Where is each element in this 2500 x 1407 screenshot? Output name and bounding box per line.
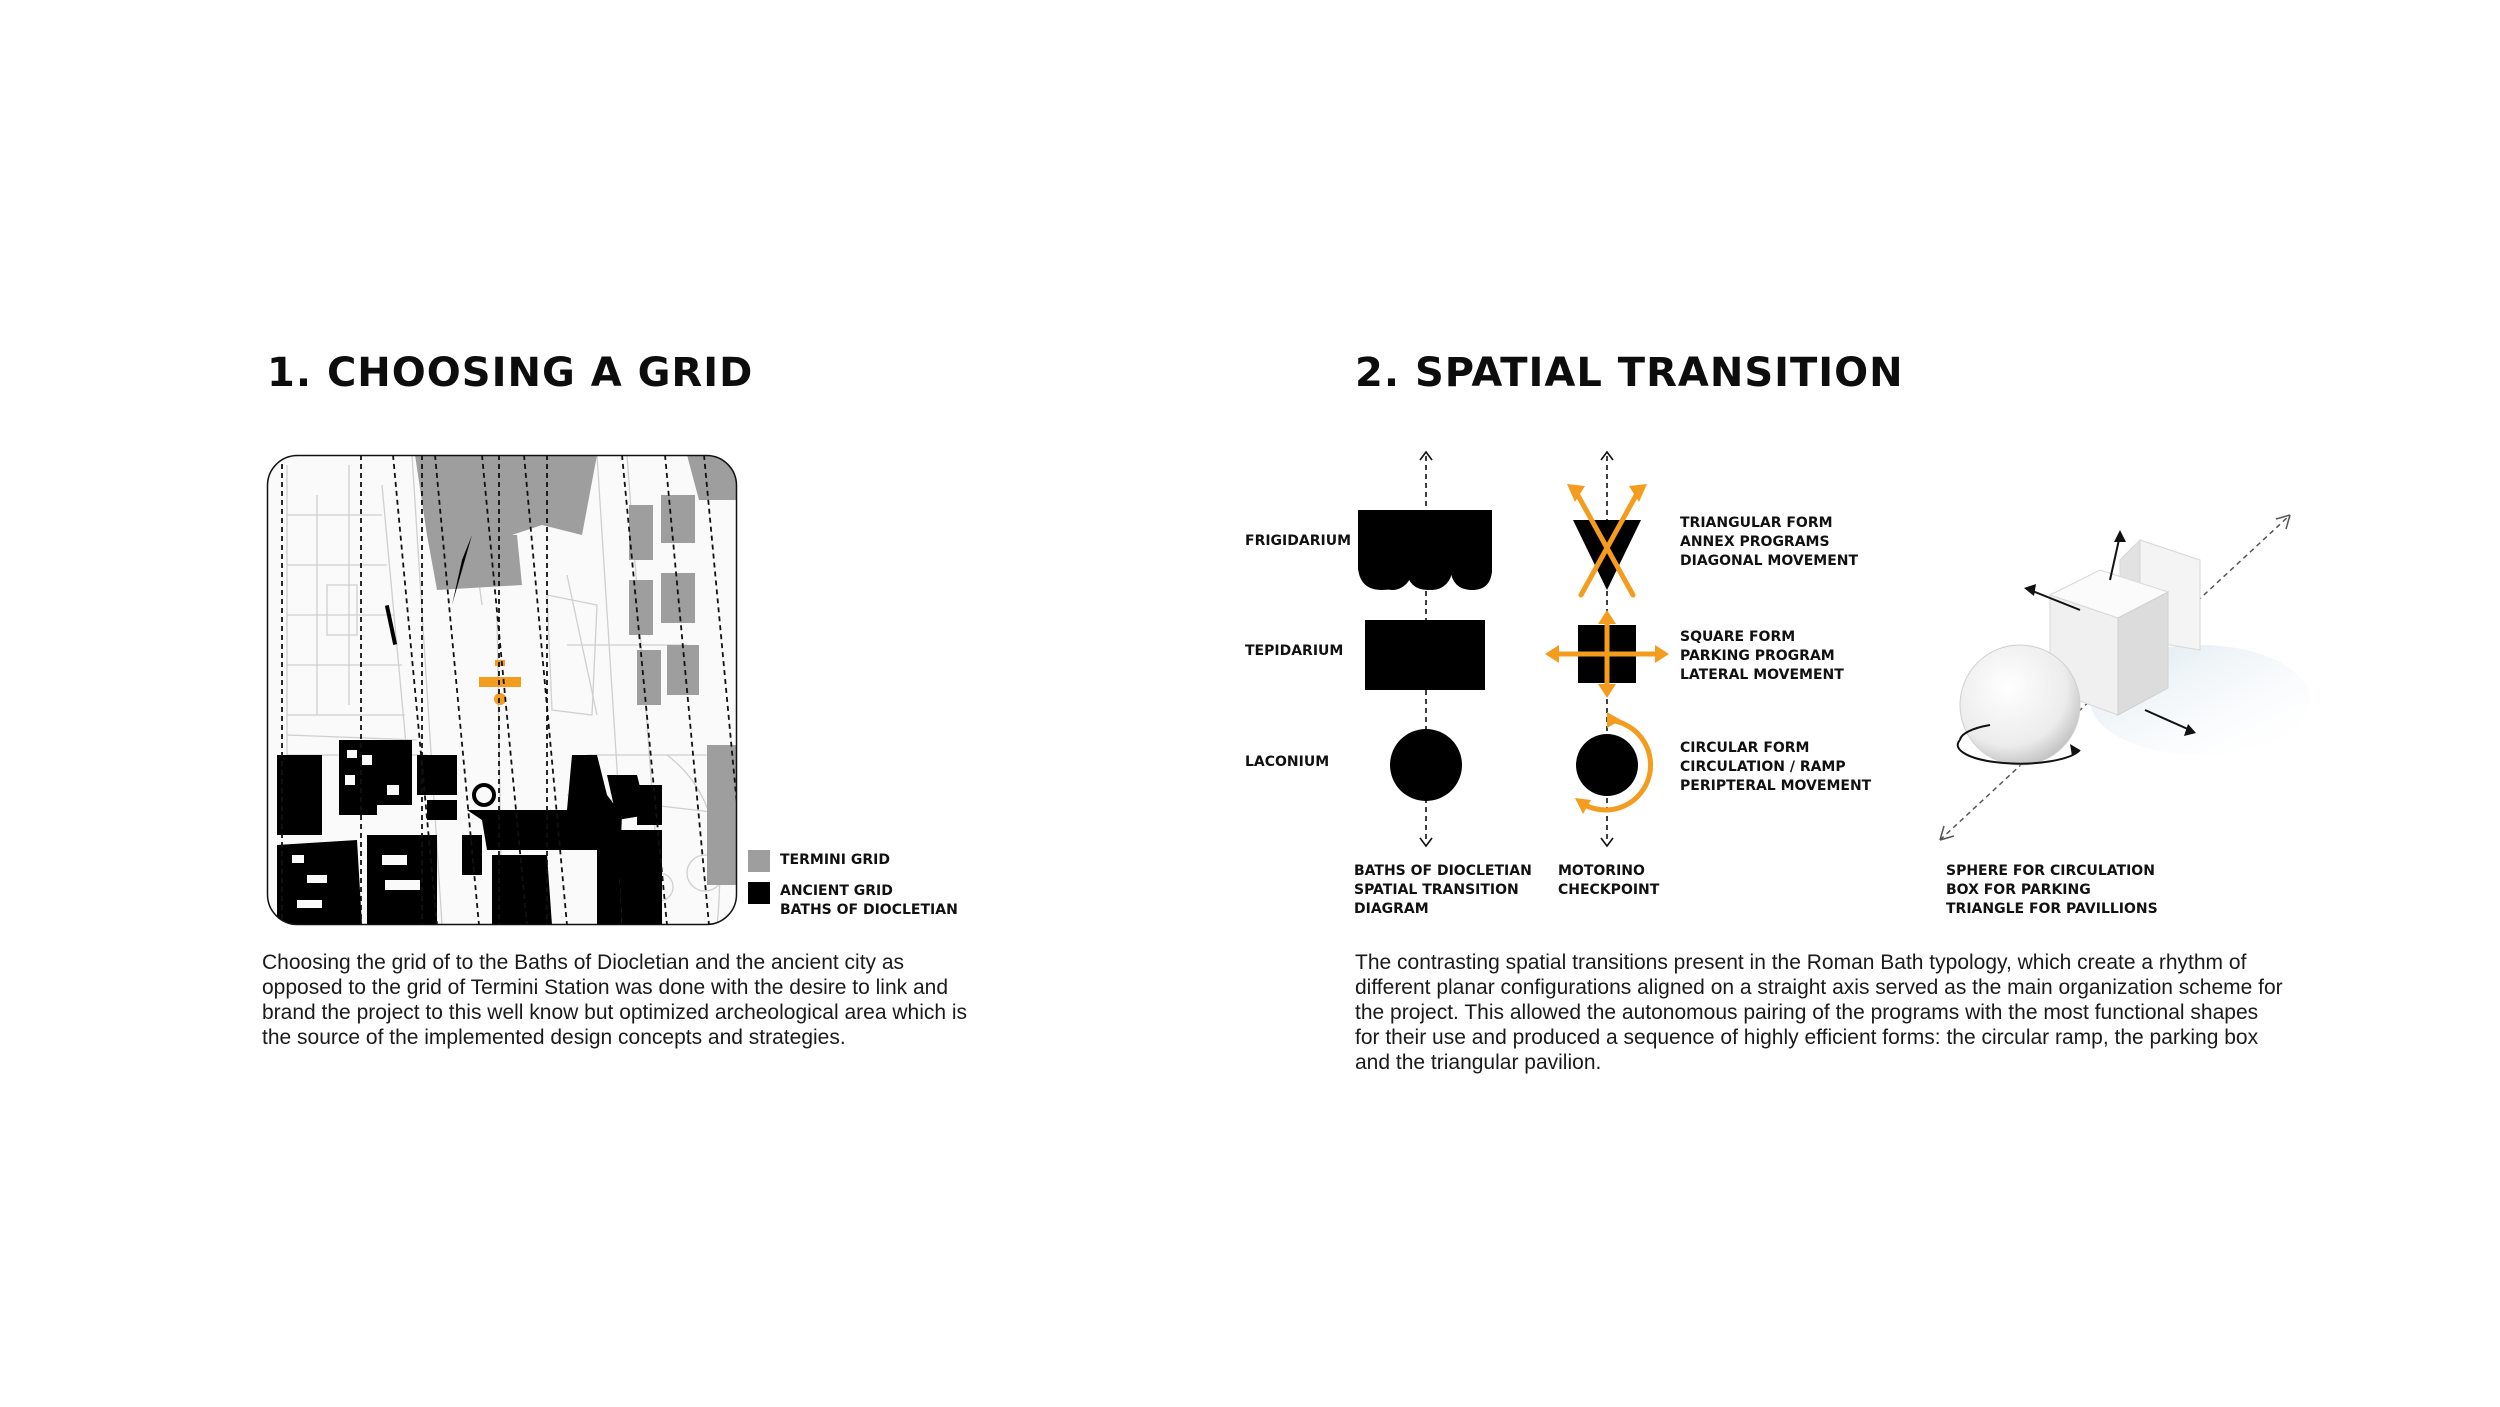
site-plan-map bbox=[267, 455, 737, 925]
desc-square: SQUARE FORM PARKING PROGRAM LATERAL MOVEMENT bbox=[1680, 629, 1844, 683]
circle-form bbox=[1576, 734, 1638, 796]
laconium-shape bbox=[1390, 729, 1462, 801]
section1-heading: 1. CHOOSING A GRID bbox=[267, 350, 754, 396]
desc-triangular: TRIANGULAR FORM ANNEX PROGRAMS DIAGONAL MOVEMENT bbox=[1680, 515, 1859, 569]
room-label-frigidarium: FRIGIDARIUM bbox=[1245, 533, 1351, 549]
baths-diagram bbox=[1350, 450, 1510, 850]
section2-heading: 2. SPATIAL TRANSITION bbox=[1355, 350, 1904, 396]
desc-circular: CIRCULAR FORM CIRCULATION / RAMP PERIPTERAL MOVEMENT bbox=[1680, 740, 1872, 794]
caption-motorino: MOTORINO CHECKPOINT bbox=[1558, 863, 1660, 898]
room-label-laconium: LACONIUM bbox=[1245, 754, 1330, 770]
termini-grid-label: TERMINI GRID bbox=[780, 852, 890, 868]
section1-paragraph: Choosing the grid of to the Baths of Diocletian and the ancient city as opposed to the grid of Termini Station was done with the desire to link and brand the project to this well know but optimized archeological area which is the source of the implemented design concepts and strategies. bbox=[262, 951, 968, 1049]
tepidarium-shape bbox=[1365, 620, 1485, 690]
caption-baths: BATHS OF DIOCLETIAN SPATIAL TRANSITION DIAGRAM bbox=[1354, 863, 1532, 917]
ancient-grid-swatch bbox=[748, 882, 770, 904]
motorino-diagram bbox=[1545, 450, 1665, 850]
forms-illustration bbox=[1920, 500, 2340, 860]
caption-forms: SPHERE FOR CIRCULATION BOX FOR PARKING TRIANGLE FOR PAVILLIONS bbox=[1946, 863, 2158, 917]
section2-paragraph: The contrasting spatial transitions present in the Roman Bath typology, which create a rhythm of different planar configurations aligned on a straight axis served as the main organization scheme for the project. This allowed the autonomous pairing of the programs with the most functional shapes for their use and produced a sequence of highly efficient forms: the circular ramp, the parking box and the triangular pavilion. bbox=[1355, 951, 2283, 1074]
ancient-grid-label: ANCIENT GRID BATHS OF DIOCLETIAN bbox=[780, 883, 958, 918]
room-label-tepidarium: TEPIDARIUM bbox=[1245, 643, 1344, 659]
triangle-form bbox=[1573, 520, 1641, 590]
termini-grid-swatch bbox=[748, 850, 770, 872]
